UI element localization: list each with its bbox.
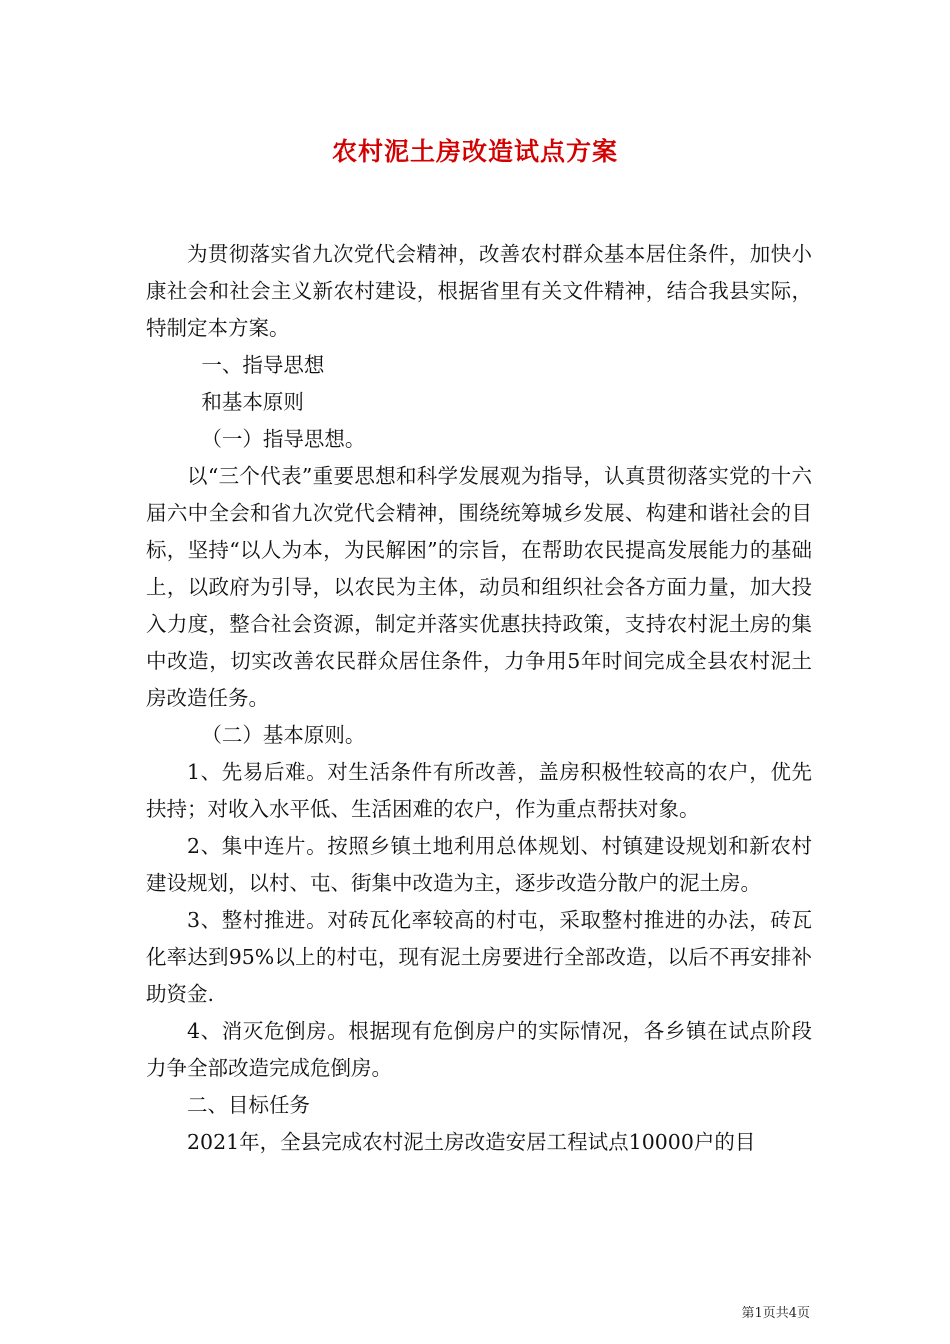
section-heading-guiding: 一、指导思想 [201, 353, 325, 377]
document-body [146, 236, 812, 1161]
subsection-heading-guiding: （一）指导思想。 [201, 427, 366, 451]
section-heading-tasks: 二、目标任务 [187, 1093, 310, 1117]
tasks-paragraph: 2021年，全县完成农村泥土房改造安居工程试点10000户的目 [187, 1130, 756, 1154]
guiding-paragraph: 以“三个代表”重要思想和科学发展观为指导，认真贯彻落实党的十六届六中全会和省九次党代会精神，围绕统筹城乡发展、构建和谐社会的目标，坚持“以人为本，为民解困”的宗旨，在帮助农民提高发展能力的基础上，以政府为引导，以农民为主体，动员和组织社会各方面力量，加大投入力度，整合社会资源，制定并落实优惠扶持政策，支持农村泥土房的集中改造，切实改善农民群众居住条件，力争用5年时间完成全县农村泥土房改造任务。 [146, 464, 812, 710]
subsection-heading-principles: （二）基本原则。 [201, 723, 366, 747]
principle-item-2: 2、集中连片。按照乡镇土地利用总体规划、村镇建设规划和新农村建设规划，以村、屯、街集中改造为主，逐步改造分散户的泥土房。 [146, 834, 812, 895]
principle-item-3: 3、整村推进。对砖瓦化率较高的村屯，采取整村推进的办法，砖瓦化率达到95%以上的村屯，现有泥土房要进行全部改造，以后不再安排补助资金. [146, 908, 812, 1006]
principle-item-1: 1、先易后难。对生活条件有所改善，盖房积极性较高的农户，优先扶持；对收入水平低、生活困难的农户，作为重点帮扶对象。 [146, 760, 812, 821]
page-number: 第1页共4页 [741, 1306, 810, 1321]
intro-paragraph: 为贯彻落实省九次党代会精神，改善农村群众基本居住条件，加快小康社会和社会主义新农村建设，根据省里有关文件精神，结合我县实际，特制定本方案。 [146, 242, 812, 340]
principle-item-4: 4、消灭危倒房。根据现有危倒房户的实际情况，各乡镇在试点阶段力争全部改造完成危倒房。 [146, 1019, 812, 1080]
document-title: 农村泥土房改造试点方案 [331, 137, 618, 166]
section-heading-principles: 和基本原则 [201, 390, 304, 414]
